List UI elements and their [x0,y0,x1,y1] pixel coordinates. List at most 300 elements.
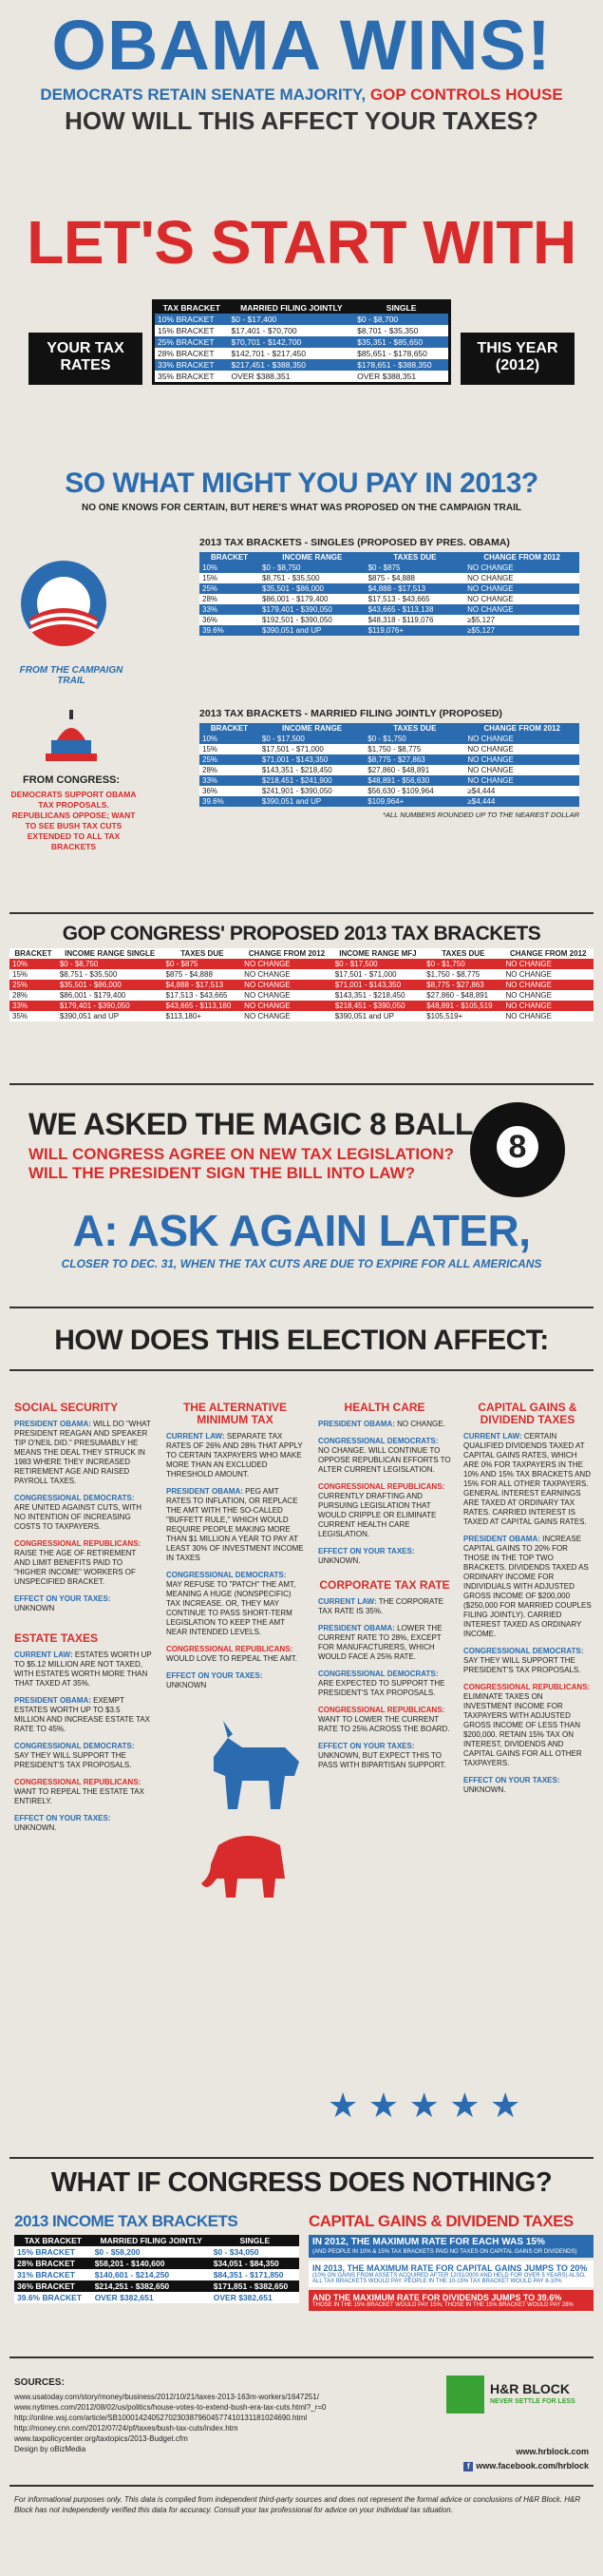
label: CONGRESSIONAL REPUBLICANS: [14,1778,141,1786]
brand-name: H&R BLOCK [490,2381,570,2396]
table-cell: NO CHANGE [502,959,594,969]
table-cell: $0 - $8,750 [57,959,163,969]
col-capgains [463,1402,592,1803]
label: CONGRESSIONAL REPUBLICANS: [318,1482,445,1491]
donkey-icon [204,1719,304,1819]
text: WANT TO REPEAL THE ESTATE TAX ENTIRELY. [14,1787,144,1805]
table-cell: OVER $382,651 [92,2292,211,2303]
table-row [199,744,579,754]
col-header: CHANGE FROM 2012 [464,723,579,734]
source-line[interactable]: www.taxpolicycenter.org/taxtopics/2013-Budget.cfm [14,2434,188,2443]
table-cell: 35% [9,1011,57,1021]
source-line[interactable]: http://online.wsj.com/article/SB10001424052702303879604577410131181024690.html [14,2414,308,2422]
col-header: BRACKET [14,949,52,958]
text: UNKNOWN [166,1681,207,1689]
text: ELIMINATE TAXES ON INVESTMENT INCOME FOR TAXPAYERS WITH ADJUSTED GROSS INCOME OF LESS THAN $200,000. RETAIN 15% TAX ON INTEREST, DIVIDENDS AND CAPITAL GAINS FOR ALL OTHER TAXPAYERS. [463,1692,582,1767]
text: LOWER THE CURRENT RATE TO 28%, EXCEPT FOR MANUFACTURERS, WHICH WOULD FACE A 25% RATE. [318,1624,443,1661]
table-row [199,615,579,625]
your-tax-rates-tag [28,333,142,385]
text: ESTATES WORTH UP TO $5.12 MILLION ARE NOT TAXED, WITH ESTATES WORTH MORE THAN THAT TAXED AT 35%. [14,1651,152,1688]
table-cell: 10% [199,734,259,744]
table-cell: $43,665 - $113,180 [163,1001,242,1011]
label: CURRENT LAW: [463,1432,522,1441]
source-line[interactable]: http://money.cnn.com/2012/07/24/pf/taxes/bush-tax-cuts/index.htm [14,2424,238,2433]
table-cell: $1,750 - $8,775 [424,969,502,980]
text: NO CHANGE. [397,1420,445,1428]
table-cell: 39.6% BRACKET [14,2292,92,2303]
table-cell: $143,351 - $218,450 [259,765,365,775]
cg-2012: IN 2012, THE MAXIMUM RATE FOR EACH WAS 15% [309,2235,594,2249]
div-2013-sub: THOSE IN THE 15% BRACKET WOULD PAY 15%; THOSE IN THE 15% BRACKET WOULD PAY 28% [309,2302,594,2311]
label: EFFECT ON YOUR TAXES: [318,1742,415,1750]
header [0,0,603,185]
table-cell: OVER $388,351 [229,371,355,382]
disclaimer: For informational purposes only. This data is compiled from independent third-party sources and does not represent the formal advice or conclusions of H&R Block. H&R Block has not independently verified this data for accuracy. Consult your tax professional for advice on your individual tax situation. [14,2495,581,2514]
star-icon: ★ [489,2086,521,2125]
this-year-tag [461,333,575,385]
text: NO CHANGE. WILL CONTINUE TO OPPOSE REPUBLICAN EFFORTS TO ALTER CURRENT LEGISLATION. [318,1446,451,1474]
table-cell: 25% [199,754,259,765]
table-row [199,775,579,786]
table-cell: 25% [9,980,57,990]
table-cell: 10% [199,563,259,573]
table-cell: NO CHANGE [241,980,332,990]
table-cell: $0 - $8,700 [354,314,448,325]
table-cell: 15% BRACKET [155,325,229,336]
col-header: INCOME RANGE [259,552,366,563]
table-cell: $56,630 - $109,964 [365,786,464,796]
table-row [199,573,579,583]
table-row [155,359,448,371]
table-cell: $875 - $4,888 [366,573,465,583]
facebook-link[interactable] [463,2461,589,2471]
table-row [155,325,448,336]
table-cell: $0 - $17,500 [332,959,424,969]
table-cell: $17,501 - $71,000 [332,969,424,980]
cg-2012-sub: (AND PEOPLE IN 10% & 15% TAX BRACKETS PAID NO TAXES ON CAPITAL GAINS OR DIVIDENDS) [309,2249,594,2258]
table-cell: $34,051 - $84,350 [211,2258,299,2269]
source-line[interactable]: www.usatoday.com/story/money/business/2012/10/21/taxes-2013-163m-workers/1647251/ [14,2393,319,2401]
magic8-q1: WILL CONGRESS AGREE ON NEW TAX LEGISLATION? [28,1145,454,1163]
table-cell: $178,651 - $388,350 [354,359,448,371]
table-cell: $48,891 - $56,630 [365,775,464,786]
table-cell: 28% [199,594,259,604]
label: CONGRESSIONAL DEMOCRATS: [463,1647,584,1655]
table-cell: NO CHANGE [464,573,579,583]
text: UNKNOWN. [463,1785,506,1794]
table-cell: $875 - $4,888 [163,969,242,980]
table-cell: $1,750 - $8,775 [365,744,464,754]
table-cell: $179,401 - $390,050 [57,1001,163,1011]
col-header: BRACKET [199,723,259,734]
table-cell: 39.6% [199,796,259,807]
table-cell: $390,051 and UP [332,1011,424,1021]
table-cell: $86,001 - $179,400 [259,594,366,604]
table-row [155,371,448,382]
text: WOULD LOVE TO REPEAL THE AMT. [166,1654,297,1663]
table-cell: $27,860 - $48,891 [424,990,502,1001]
label: CONGRESSIONAL DEMOCRATS: [318,1670,439,1678]
table-cell: $17,401 - $70,700 [229,325,355,336]
table-cell: NO CHANGE [464,563,579,573]
table-cell: $8,701 - $35,350 [354,325,448,336]
married-table-area [199,708,579,819]
table-cell: $0 - $1,750 [365,734,464,744]
table-cell: $0 - $17,500 [259,734,365,744]
nothing-right-title: CAPITAL GAINS & DIVIDEND TAXES [309,2212,574,2230]
col-header: TAXES DUE [365,723,464,734]
magic8-answer: A: ASK AGAIN LATER, [72,1206,531,1255]
table-cell: $84,351 - $171,850 [211,2269,299,2280]
table-cell: NO CHANGE [464,765,579,775]
gop-table-wrap [0,948,603,1021]
this-year-label: THIS YEAR (2012) [477,340,558,373]
table-cell: 28% [199,765,259,775]
table-cell: $8,775 - $27,863 [365,754,464,765]
nothing-section [0,2157,603,2357]
table-cell: 15% BRACKET [14,2246,92,2258]
married-title: 2013 TAX BRACKETS - MARRIED FILING JOINTLY (PROPOSED) [199,708,502,719]
text: WILL DO "WHAT PRESIDENT REAGAN AND SPEAKER TIP O'NEIL DID." PRESUMABLY HE MEANS THE DEAL THEY STRUCK IN 1983 WHERE THEY INCREASED RETIREMENT AGE AND RAISED PAYROLL TAXES. [14,1420,151,1485]
singles-table-area [199,537,579,636]
label: CONGRESSIONAL DEMOCRATS: [166,1571,287,1579]
col-social-estate [14,1402,152,1841]
table-cell: 35% BRACKET [155,371,229,382]
married-table [199,723,579,807]
table-cell: NO CHANGE [464,775,579,786]
table-cell: $35,501 - $86,000 [259,583,366,594]
corporate-heading: CORPORATE TAX RATE [319,1578,450,1592]
label: EFFECT ON YOUR TAXES: [318,1547,415,1555]
magic-8-ball-icon [470,1102,565,1197]
source-line[interactable]: www.nytimes.com/2012/08/02/us/politics/house-votes-to-extend-bush-era-tax-cuts.html?_r=0 [14,2403,327,2412]
header-question: HOW WILL THIS AFFECT YOUR TAXES? [65,106,538,135]
col-header: CHANGE FROM 2012 [248,949,326,958]
table-cell: $142,701 - $217,450 [229,348,355,359]
table-cell: ≥$4,444 [464,786,579,796]
table-cell: $17,501 - $71,000 [259,744,365,754]
table-cell: $85,651 - $178,650 [354,348,448,359]
col-header: INCOME RANGE [259,723,365,734]
col-header: CHANGE FROM 2012 [464,552,579,563]
table-row [199,625,579,636]
table-cell: NO CHANGE [502,980,594,990]
table-cell: 33% [199,604,259,615]
table-row [199,583,579,594]
table-cell: $48,891 - $105,519 [424,1001,502,1011]
table-cell: $48,318 - $119,076 [366,615,465,625]
table-cell: $27,860 - $48,891 [365,765,464,775]
col-amt [166,1402,304,1907]
label: EFFECT ON YOUR TAXES: [463,1776,560,1784]
col-header: MARRIED FILING JOINTLY [92,2235,211,2246]
table-cell: $105,519+ [424,1011,502,1021]
text: SEPARATE TAX RATES OF 26% AND 28% THAT APPLY TO CERTAIN TAXPAYERS WHO MAKE MORE THAN AN EXCLUDED THRESHOLD AMOUNT. [166,1432,303,1479]
col-header: TAXES DUE [442,949,485,958]
table-row [9,1001,594,1011]
table-row [199,604,579,615]
start-table-wrap [152,299,451,385]
table-cell: 33% BRACKET [155,359,229,371]
table-cell: 25% [199,583,259,594]
table-cell: $58,201 - $140,600 [92,2258,211,2269]
table-cell: 15% [9,969,57,980]
nothing-right [309,2212,594,2311]
text: UNKNOWN. [318,1556,361,1565]
table-row [199,563,579,573]
col-header: TAX BRACKET [14,2235,92,2246]
table-cell: NO CHANGE [241,990,332,1001]
table-row [14,2269,299,2280]
table-row [14,2280,299,2292]
table-row [9,980,594,990]
text: ARE UNITED AGAINST CUTS, WITH NO INTENTION OF INCREASING COSTS TO TAXPAYERS. [14,1503,142,1531]
col-header: INCOME RANGE MFJ [339,949,417,958]
star-icon: ★ [449,2086,481,2125]
table-cell: 36% BRACKET [14,2280,92,2292]
label: EFFECT ON YOUR TAXES: [14,1814,111,1822]
table-cell: $214,251 - $382,650 [92,2280,211,2292]
nothing-table [14,2235,299,2303]
col-header: SINGLE [354,302,448,314]
table-row [9,969,594,980]
table-cell: $0 - $58,200 [92,2246,211,2258]
sources-section [0,2357,603,2576]
col-header: TAXES DUE [180,949,224,958]
stars-row [328,2086,526,2126]
text: THE CORPORATE TAX RATE IS 35%. [318,1597,444,1615]
table-cell: 10% BRACKET [155,314,229,325]
pay2013-section [0,466,603,532]
label: CONGRESSIONAL REPUBLICANS: [14,1539,141,1548]
text: INCREASE CAPITAL GAINS TO 20% FOR THOSE IN THE TOP TWO BRACKETS. DIVIDENDS TAXED AS ORDINARY INCOME FOR INDIVIDUALS WITH ADJUSTED GROSS INCOME OF $200,000 ($250,000 FOR MARRIED COUPLES FILING JOINTLY). CARRIED INTEREST TAXED AS ORDINARY INCOME. [463,1535,592,1638]
col-header: CHANGE FROM 2012 [510,949,587,958]
text: CERTAIN QUALIFIED DIVIDENDS TAXED AT CAPITAL GAINS RATES, WHICH ARE 0% FOR TAXPAYERS IN THE 10% AND 15% TAX BRACKETS AND 15% FOR ALL OTHER TAXPAYERS. GENERAL INTEREST EARNINGS ARE TAXED AT ORDINARY TAX RATES. CARRIED INTEREST IS TAXED AT CAPITAL GAINS RATES. [463,1432,591,1526]
magic8-section [0,1083,603,1292]
table-cell: $390,051 and UP [259,796,365,807]
star-icon: ★ [328,2086,359,2125]
table-cell: $390,051 and UP [57,1011,163,1021]
star-icon: ★ [408,2086,440,2125]
hrblock-logo [446,2376,589,2423]
table-cell: $218,451 - $241,900 [259,775,365,786]
table-cell: $0 - $875 [163,959,242,969]
table-cell: 31% BRACKET [14,2269,92,2280]
table-cell: $218,451 - $390,050 [332,1001,424,1011]
text: UNKNOWN [14,1604,55,1612]
table-cell: NO CHANGE [464,583,579,594]
table-cell: NO CHANGE [241,969,332,980]
table-row [9,990,594,1001]
table-cell: 28% BRACKET [155,348,229,359]
campaign-caption: FROM THE CAMPAIGN TRAIL [19,665,123,686]
table-cell: 36% [199,615,259,625]
nothing-title: WHAT IF CONGRESS DOES NOTHING? [50,2167,553,2198]
estate-taxes-heading: ESTATE TAXES [14,1631,99,1645]
sources-list [14,2392,423,2454]
label: CONGRESSIONAL DEMOCRATS: [14,1742,135,1750]
facebook-icon: f [463,2462,473,2471]
table-cell: $0 - $17,400 [229,314,355,325]
label: CONGRESSIONAL DEMOCRATS: [318,1437,439,1445]
table-cell: ≥$5,127 [464,615,579,625]
label: CURRENT LAW: [318,1597,377,1606]
table-cell: NO CHANGE [502,1011,594,1021]
table-cell: $171,851 - $382,650 [211,2280,299,2292]
table-row [199,594,579,604]
source-line: Design by oBizMedia [14,2445,86,2453]
nothing-left-title: 2013 INCOME TAX BRACKETS [14,2212,238,2230]
table-cell: $390,051 and UP [259,625,366,636]
gop-section [0,912,603,1074]
table-row [199,786,579,796]
table-cell: 36% [199,786,259,796]
text: SAY THEY WILL SUPPORT THE PRESIDENT'S TAX PROPOSALS. [14,1751,132,1769]
table-cell: NO CHANGE [464,744,579,754]
col-header: SINGLE [211,2235,299,2246]
pay2013-title: SO WHAT MIGHT YOU PAY IN 2013? [65,467,538,499]
col-header: MARRIED FILING JOINTLY [229,302,355,314]
table-cell: ≥$4,444 [464,796,579,807]
gop-table [9,948,594,1021]
table-cell: $17,513 - $43,665 [366,594,465,604]
from-congress-label: FROM CONGRESS: [22,774,121,786]
table-cell: 28% BRACKET [14,2258,92,2269]
col-header: TAXES DUE [366,552,465,563]
table-cell: 25% BRACKET [155,336,229,348]
pay2013-subtitle: NO ONE KNOWS FOR CERTAIN, BUT HERE'S WHAT WAS PROPOSED ON THE CAMPAIGN TRAIL [82,503,521,513]
table-row [9,959,594,969]
table-cell: $192,501 - $390,050 [259,615,366,625]
table-row [199,754,579,765]
table-cell: $140,601 - $214,250 [92,2269,211,2280]
table-cell: $0 - $875 [366,563,465,573]
table-row [199,734,579,744]
table-cell: $217,451 - $388,350 [229,359,355,371]
obama-logo [21,561,106,646]
page-title: OBAMA WINS! [51,6,552,85]
label: PRESIDENT OBAMA: [166,1487,243,1496]
table-row [155,336,448,348]
singles-title: 2013 TAX BRACKETS - SINGLES (PROPOSED BY PRES. OBAMA) [199,537,510,548]
table-row [155,314,448,325]
table-cell: $71,001 - $143,350 [332,980,424,990]
start-table [155,302,448,382]
table-cell: $43,665 - $113,138 [366,604,465,615]
ball-number: 8 [497,1126,538,1168]
table-cell: NO CHANGE [502,1001,594,1011]
table-cell: 28% [9,990,57,1001]
table-cell: $8,751 - $35,500 [57,969,163,980]
nothing-left [14,2212,299,2303]
table-row [14,2246,299,2258]
text: UNKNOWN. [14,1823,57,1832]
text: ARE EXPECTED TO SUPPORT THE PRESIDENT'S TAX PROPOSALS. [318,1679,445,1697]
table-cell: 10% [9,959,57,969]
table-cell: $179,401 - $390,050 [259,604,366,615]
table-cell: $4,888 - $17,513 [366,583,465,594]
married-section [0,708,603,898]
table-cell: 15% [199,744,259,754]
your-tax-rates-label: YOUR TAX RATES [47,340,124,373]
table-cell: $71,001 - $143,350 [259,754,365,765]
table-cell: NO CHANGE [464,594,579,604]
label: CURRENT LAW: [14,1651,73,1659]
congress-note: DEMOCRATS SUPPORT OBAMA TAX PROPOSALS. REPUBLICANS OPPOSE; WANT TO SEE BUSH TAX CUTS EXTENDED TO ALL TAX BRACKETS [10,790,137,851]
table-cell: $8,775 - $27,863 [424,980,502,990]
capitol-icon [38,708,104,765]
label: EFFECT ON YOUR TAXES: [166,1671,263,1680]
singles-section [0,537,603,708]
star-icon: ★ [367,2086,400,2125]
sources-title: SOURCES: [14,2377,65,2388]
table-cell: NO CHANGE [464,604,579,615]
table-cell: $113,180+ [163,1011,242,1021]
text: SAY THEY WILL SUPPORT THE PRESIDENT'S TAX PROPOSALS. [463,1656,581,1674]
label: EFFECT ON YOUR TAXES: [14,1594,111,1603]
label: PRESIDENT OBAMA: [14,1696,91,1705]
col-health-corporate [318,1402,451,1778]
table-cell: 15% [199,573,259,583]
table-cell: $109,964+ [365,796,464,807]
table-cell: NO CHANGE [464,754,579,765]
table-cell: $4,888 - $17,513 [163,980,242,990]
table-cell: $119,076+ [366,625,465,636]
table-row [14,2292,299,2303]
hrblock-green-square [446,2376,484,2414]
table-cell: $35,351 - $85,650 [354,336,448,348]
text: WANT TO LOWER THE CURRENT RATE TO 25% ACROSS THE BOARD. [318,1715,450,1733]
table-cell: OVER $388,351 [354,371,448,382]
social-security-heading: SOCIAL SECURITY [14,1401,119,1414]
table-cell: 33% [9,1001,57,1011]
table-cell: NO CHANGE [502,969,594,980]
text: RAISE THE AGE OF RETIREMENT AND LIMIT BENEFITS PAID TO "HIGHER INCOME" WORKERS OF UNSPECIFIED BRACKET. [14,1549,137,1586]
rounding-footnote: *ALL NUMBERS ROUNDED UP TO THE NEAREST DOLLAR [383,811,579,819]
start-title: LET'S START WITH [27,208,576,277]
magic8-answer-sub: CLOSER TO DEC. 31, WHEN THE TAX CUTS ARE DUE TO EXPIRE FOR ALL AMERICANS [61,1257,542,1270]
label: PRESIDENT OBAMA: [318,1420,395,1428]
col-header: BRACKET [199,552,259,563]
table-cell: $17,513 - $43,665 [163,990,242,1001]
text: CURRENTLY DRAFTING AND PURSUING LEGISLATION THAT WOULD CRIPPLE OR ELIMINATE CURRENT HEALTH CARE LEGISLATION. [318,1492,437,1538]
table-row [14,2258,299,2269]
elephant-icon [190,1826,304,1907]
header-subtitle [0,86,603,105]
table-cell: $143,351 - $218,450 [332,990,424,1001]
subtitle-democrats: DEMOCRATS RETAIN SENATE MAJORITY, [40,86,367,104]
table-cell: NO CHANGE [502,990,594,1001]
facebook-url: www.facebook.com/hrblock [476,2461,589,2471]
table-cell: NO CHANGE [464,734,579,744]
col-header: INCOME RANGE SINGLE [65,949,156,958]
health-care-heading: HEALTH CARE [344,1401,425,1414]
table-cell: $70,701 - $142,700 [229,336,355,348]
table-cell: ≥$5,127 [464,625,579,636]
table-row [9,1011,594,1021]
text: PEG AMT RATES TO INFLATION, OR REPLACE THE AMT WITH THE SO-CALLED "BUFFETT RULE," WHICH WOULD REQUIRE PEOPLE MAKING MORE THAN $1 MILLION A YEAR TO PAY AT LEAST 30% OF INVESTMENT INCOME IN TAXES [166,1487,304,1562]
hrblock-url[interactable]: www.hrblock.com [516,2447,589,2456]
amt-heading: THE ALTERNATIVE MINIMUM TAX [182,1401,288,1426]
affect-section [0,1307,603,2152]
magic8-q2: WILL THE PRESIDENT SIGN THE BILL INTO LAW? [28,1164,416,1182]
table-cell: $0 - $34,050 [211,2246,299,2258]
table-cell: $35,501 - $86,000 [57,980,163,990]
table-cell: NO CHANGE [241,1001,332,1011]
label: PRESIDENT OBAMA: [318,1624,395,1632]
magic8-title: WE ASKED THE MAGIC 8 BALL [28,1107,474,1141]
table-row [155,348,448,359]
